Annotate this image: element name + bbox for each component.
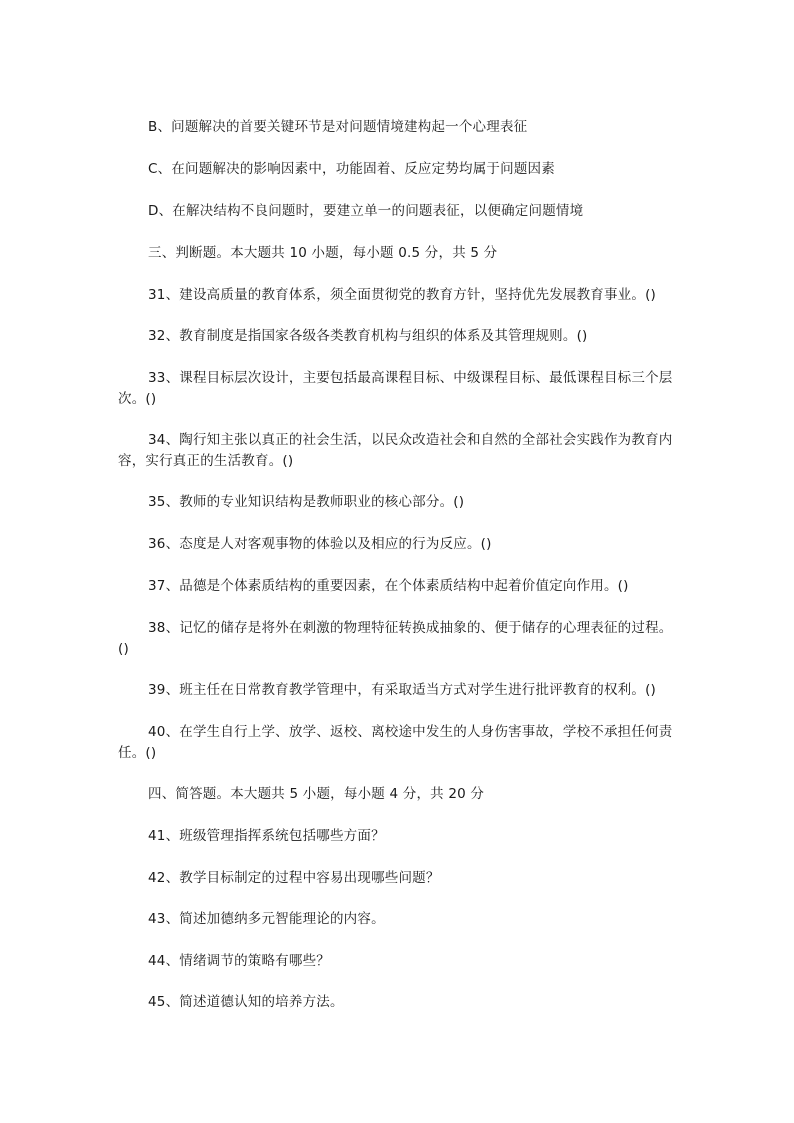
question-32: 32、教育制度是指国家各级各类教育机构与组织的体系及其管理规则。() <box>148 328 588 344</box>
question-31: 31、建设高质量的教育体系，须全面贯彻党的教育方针，坚持优先发展教育事业。() <box>148 287 657 303</box>
question-35: 35、教师的专业知识结构是教师职业的核心部分。() <box>148 494 465 510</box>
section-heading-judgment: 三、判断题。本大题共 10 小题，每小题 0.5 分，共 5 分 <box>148 245 498 261</box>
question-45: 45、简述道德认知的培养方法。 <box>148 994 344 1010</box>
question-36: 36、态度是人对客观事物的体验以及相应的行为反应。() <box>148 536 492 552</box>
question-43: 43、简述加德纳多元智能理论的内容。 <box>148 911 385 927</box>
option-d: D、在解决结构不良问题时，要建立单一的问题表征，以便确定问题情境 <box>148 203 584 219</box>
question-38: 38、记忆的储存是将外在刺激的物理特征转换成抽象的、便于储存的心理表征的过程。() <box>118 620 673 657</box>
question-42: 42、教学目标制定的过程中容易出现哪些问题？ <box>148 870 440 886</box>
question-39: 39、班主任在日常教育教学管理中，有采取适当方式对学生进行批评教育的权利。() <box>148 682 657 698</box>
option-c: C、在问题解决的影响因素中，功能固着、反应定势均属于问题因素 <box>148 161 555 177</box>
question-44: 44、情绪调节的策略有哪些？ <box>148 953 330 969</box>
question-41: 41、班级管理指挥系统包括哪些方面？ <box>148 828 385 844</box>
question-37: 37、品德是个体素质结构的重要因素，在个体素质结构中起着价值定向作用。() <box>148 578 629 594</box>
section-heading-short-answer: 四、简答题。本大题共 5 小题，每小题 4 分，共 20 分 <box>148 786 485 802</box>
option-b: B、问题解决的首要关键环节是对问题情境建构起一个心理表征 <box>148 119 528 135</box>
question-33: 33、课程目标层次设计，主要包括最高课程目标、中级课程目标、最低课程目标三个层次。() <box>118 370 673 407</box>
question-34: 34、陶行知主张以真正的社会生活，以民众改造社会和自然的全部社会实践作为教育内容，实行真正的生活教育。() <box>118 432 673 469</box>
question-40: 40、在学生自行上学、放学、返校、离校途中发生的人身伤害事故，学校不承担任何责任。() <box>118 724 673 761</box>
